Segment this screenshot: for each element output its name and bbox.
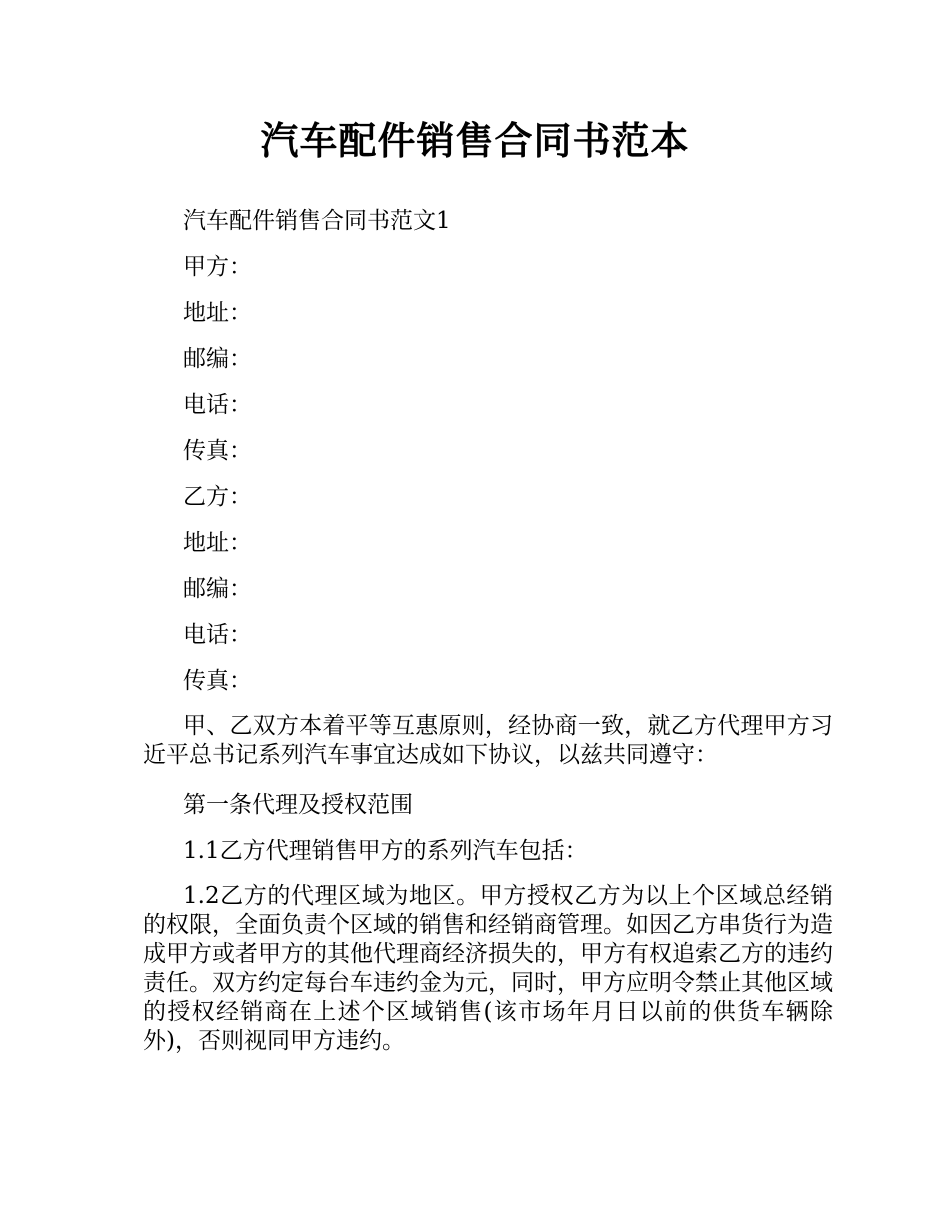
clause-1-1: 1.1乙方代理销售甲方的系列汽车包括：	[183, 838, 588, 864]
party-b-address: 地址：	[183, 530, 252, 556]
preamble-paragraph: 甲、乙双方本着平等互惠原则，经协商一致，就乙方代理甲方习近平总书记系列汽车事宜达成如下协议，以兹共同遵守：	[143, 713, 833, 768]
party-a-fax: 传真：	[183, 438, 252, 464]
party-b-postcode: 邮编：	[183, 576, 252, 602]
party-a-address: 地址：	[183, 300, 252, 326]
document-subtitle: 汽车配件销售合同书范文1	[183, 208, 451, 234]
party-b-phone: 电话：	[183, 622, 252, 648]
party-a-postcode: 邮编：	[183, 346, 252, 372]
party-a-phone: 电话：	[183, 392, 252, 418]
article-1-heading: 第一条代理及授权范围	[183, 792, 413, 818]
party-b-label: 乙方：	[183, 484, 252, 510]
document-title: 汽车配件销售合同书范本	[260, 119, 690, 163]
party-b-fax: 传真：	[183, 668, 252, 694]
clause-1-2: 1.2乙方的代理区域为地区。甲方授权乙方为以上个区域总经销的权限，全面负责个区域的销售和经销商管理。如因乙方串货行为造成甲方或者甲方的其他代理商经济损失的，甲方有权追索乙方的违约责任。双方约定每台车违约金为元，同时，甲方应明令禁止其他区域的授权经销商在上述个区域销售(该市场年月日以前的供货车辆除外)，否则视同甲方违约。	[143, 883, 833, 1054]
party-a-label: 甲方：	[183, 254, 252, 280]
